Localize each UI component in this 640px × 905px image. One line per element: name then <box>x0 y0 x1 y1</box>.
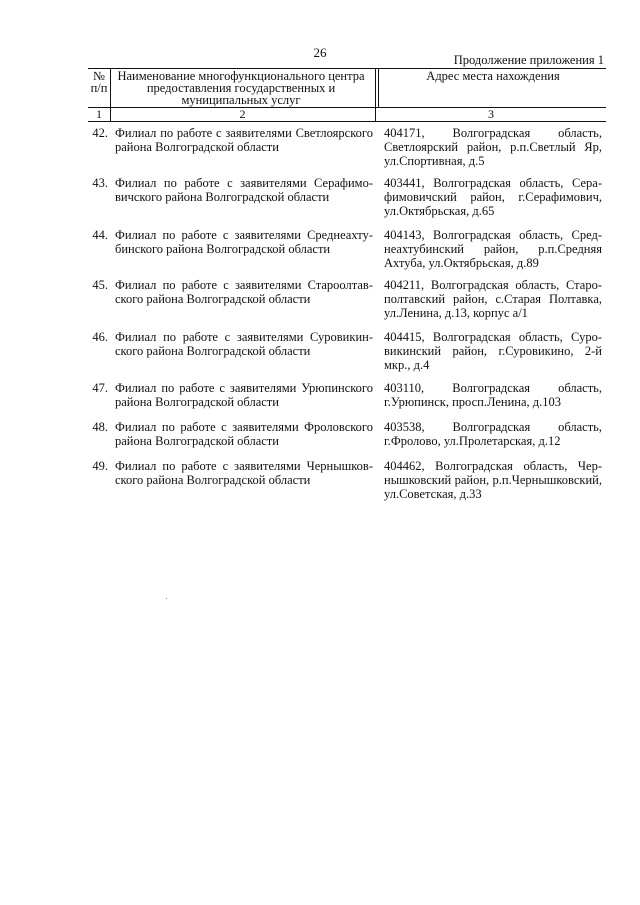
row-number: 45. <box>92 278 108 292</box>
row-number: 44. <box>92 228 108 242</box>
row-number: 43. <box>92 176 108 190</box>
header-name-column: Наименование многофункционального центра предоставления государственных и муниципальных услуг <box>117 69 365 107</box>
scan-speck <box>166 598 167 599</box>
appendix-continuation-label: Продолжение приложения 1 <box>453 53 604 67</box>
branch-name: Филиал по работе с заявителями Чернышков-ского района Волгоградской области <box>115 459 373 487</box>
branch-name: Филиал по работе с заявителями Фроловского района Волгоградской области <box>115 420 373 448</box>
branch-address: 404211, Волгоградская область, Старо-полтавский район, с.Старая Полтавка, ул.Ленина, д.13, корпус а/1 <box>384 278 602 320</box>
branch-name: Филиал по работе с заявителями Урюпинского района Волгоградской области <box>115 381 373 409</box>
column-number-2: 2 <box>110 108 376 121</box>
branch-address: 403538, Волгоградская область, г.Фролово, ул.Пролетарская, д.12 <box>384 420 602 448</box>
row-number: 48. <box>92 420 108 434</box>
row-number: 42. <box>92 126 108 140</box>
column-number-3: 3 <box>488 107 494 121</box>
branch-name: Филиал по работе с заявителями Суровикин-ского района Волгоградской области <box>115 330 373 358</box>
header-divider <box>375 69 376 107</box>
row-number: 47. <box>92 381 108 395</box>
row-number: 46. <box>92 330 108 344</box>
branch-address: 403110, Волгоградская область, г.Урюпинск, просп.Ленина, д.103 <box>384 381 602 409</box>
branch-address: 404143, Волгоградская область, Сред-неахтубинский район, р.п.Средняя Ахтуба, ул.Октябрьская, д.89 <box>384 228 602 270</box>
column-number-1: 1 <box>88 108 111 121</box>
table-header <box>88 68 606 108</box>
branch-name: Филиал по работе с заявителями Среднеахту-бинского района Волгоградской области <box>115 228 373 256</box>
branch-address: 404415, Волгоградская область, Суро-викинский район, г.Суровикино, 2-й мкр., д.4 <box>384 330 602 372</box>
branch-address: 403441, Волгоградская область, Сера-фимовичский район, г.Серафимович, ул.Октябрьская, д.65 <box>384 176 602 218</box>
branch-address: 404462, Волгоградская область, Чер-нышковский район, р.п.Чернышковский, ул.Советская, д.33 <box>384 459 602 501</box>
branch-name: Филиал по работе с заявителями Светлоярского района Волгоградской области <box>115 126 373 154</box>
branch-name: Филиал по работе с заявителями Серафимо-вичского района Волгоградской области <box>115 176 373 204</box>
branch-name: Филиал по работе с заявителями Староолтав-ского района Волгоградской области <box>115 278 373 306</box>
header-address-column: Адрес места нахождения <box>378 69 607 108</box>
mfc-branches-table <box>88 68 606 501</box>
branch-address: 404171, Волгоградская область, Светлоярский район, р.п.Светлый Яр, ул.Спортивная, д.5 <box>384 126 602 168</box>
row-number: 49. <box>92 459 108 473</box>
column-numbers-row <box>88 108 606 122</box>
header-number-column: № п/п <box>88 69 111 108</box>
page-number: 26 <box>313 45 327 60</box>
